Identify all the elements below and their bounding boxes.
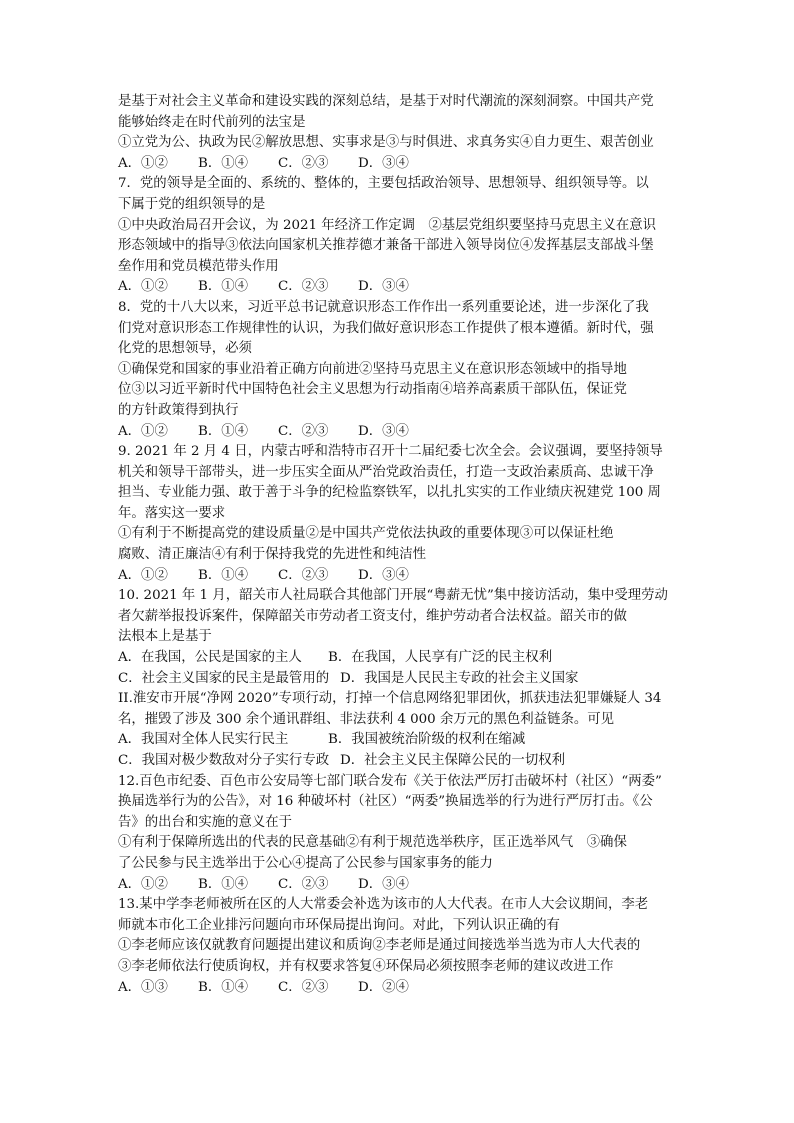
option-d: D．社会主义民主保障公民的一切权利 [340,753,565,768]
option-a: A．在我国，公民是国家的主人 [118,650,302,666]
question-10 [118,586,686,689]
question-statement-line: 的方针政策得到执行 [118,402,239,418]
option-d: D．③④ [358,567,409,583]
answer-options [118,978,686,999]
question-text-line: 8．党的十八大以来，习近平总书记就意识形态工作作出一系列重要论述，进一步深化了我 [118,299,649,315]
option-c: C．②③ [278,155,329,171]
question-text-line: 下属于党的组织领导的是 [118,196,266,212]
option-a: A．我国对全体人民实行民主 [118,732,289,748]
option-d: D．我国是人民民主专政的社会主义国家 [340,670,579,686]
question-statement-line: 形态领域中的指导③依法向国家机关推荐德才兼备干部进入领导岗位④发挥基层支部战斗堡 [118,238,654,254]
question-text-line: 法根本上是基于 [118,629,212,645]
question-text-line: 年。落实这一要求 [118,505,226,521]
question-statement-line: ③李老师依法行使质询权，并有权要求答复④环保局必须按照李老师的建议改进工作 [118,958,614,974]
question-statement-line: ①中央政治局召开会议，为 2021 年经济工作定调 ②基层党组织要坚持马克思主义在意识 [118,217,657,233]
question-statement-line: 位③以习近平新时代中国特色社会主义思想为行动指南④培养高素质干部队伍，保证党 [118,382,627,398]
question-8 [118,298,686,442]
option-d: D．③④ [358,155,409,171]
question-statement-line: ①有利于保障所选出的代表的民意基础②有利于规范选举秩序，匡正选举风气 ③确保 [118,835,627,851]
question-text-line: 机关和领导干部带头，进一步压实全面从严治党政治责任，打造一支政治素质高、忠诚干净 [118,464,654,480]
answer-options [118,422,686,443]
option-b: B．①④ [198,567,249,583]
option-a: A．①② [118,567,168,583]
option-b: B．在我国，人民享有广泛的民主权利 [328,650,553,666]
option-b: B．①④ [198,876,249,892]
question-13 [118,895,686,998]
option-a: A．①② [118,155,168,171]
question-text-line: 是基于对社会主义革命和建设实践的深刻总结，是基于对时代潮流的深刻洞察。中国共产党 [118,94,654,109]
option-b: B．①④ [198,423,249,439]
option-c: C．我国对极少数敌对分子实行专政 [118,753,330,768]
answer-options [118,566,686,587]
question-9 [118,442,686,586]
question-statement-line: 腐败、清正廉洁④有利于保持我党的先进性和纯洁性 [118,547,426,563]
question-text-line: 10. 2021 年 1 月，韶关市人社局联合其他部门开展“粤薪无忧”集中接访活动，集中受理劳动 [118,588,668,604]
question-text-line: 们党对意识形态工作规律性的认识，为我们做好意识形态工作提供了根本遵循。新时代，强 [118,320,654,336]
question-statement-line: ①李老师应该仅就教育问题提出建议和质询②李老师是通过间接选举当选为市人大代表的 [118,938,641,954]
question-text-line: 担当、专业能力强、敢于善于斗争的纪检监察铁军，以扎扎实实的工作业绩庆祝建党 100 周 [118,485,661,501]
answer-options [118,751,686,772]
question-text-line: 13.某中学李老师被所在区的人大常委会补选为该市的人大代表。在市人大会议期间，李老 [118,897,649,913]
question-text-line: 告》的出台和实施的意义在于 [118,814,293,830]
option-c: C．②③ [278,423,329,439]
option-c: C．②③ [278,876,329,892]
answer-options [118,154,686,175]
option-c: C．②③ [278,979,329,995]
question-statement-line: ①有利于不断提高党的建设质量②是中国共产党依法执政的重要体现③可以保证杜绝 [118,526,614,542]
option-d: D．③④ [358,876,409,892]
option-a: A．①② [118,876,168,892]
option-d: D．③④ [358,423,409,439]
option-c: C．②③ [278,567,329,583]
question-12 [118,772,686,896]
question-statement-line: ①立党为公、执政为民②解放思想、实事求是③与时俱进、求真务实④自力更生、艰苦创业 [118,135,654,151]
question-statement-line: 垒作用和党员模范带头作用 [118,258,279,274]
question-text-line: 12.百色市纪委、百色市公安局等七部门联合发布《关于依法严厉打击破坏村（社区）“两委” [118,773,662,789]
question-statement-line: ①确保党和国家的事业沿着正确方向前进②坚持马克思主义在意识形态领域中的指导地 [118,361,627,377]
answer-options [118,277,686,298]
option-c: C．②③ [278,279,329,295]
option-b: B．①④ [198,279,249,295]
option-b: B．我国被统治阶级的权利在缩减 [328,732,526,748]
question-7 [118,174,686,298]
answer-options [118,730,686,751]
exam-page [118,92,686,998]
question-statement-line: 了公民参与民主选举出于公心④提高了公民参与国家事务的能力 [118,855,493,871]
question-intro [118,92,686,174]
question-text-line: 7．党的领导是全面的、系统的、整体的，主要包括政治领导、思想领导、组织领导等。以 [118,176,649,192]
option-a: A．①② [118,423,168,439]
answer-options [118,648,686,669]
option-b: B．①④ [198,979,249,995]
question-text-line: 换届选举行为的公告》，对 16 种破坏村（社区）“两委”换届选举的行为进行严厉打击。《公 [118,794,653,810]
question-text-line: 者欠薪举报投诉案件，保障韶关市劳动者工资支付，维护劳动者合法权益。韶关市的做 [118,608,627,624]
option-d: D．③④ [358,279,409,295]
question-text-line: 师就本市化工企业排污问题向市环保局提出询问。对此，下列认识正确的有 [118,917,560,933]
option-d: D．②④ [358,979,409,995]
answer-options [118,669,686,690]
option-a: A．①② [118,279,168,295]
question-text-line: 化党的思想领导，必须 [118,341,252,357]
option-a: A．①③ [118,979,168,995]
question-text-line: 能够始终走在时代前列的法宝是 [118,114,306,130]
question-text-line: 9. 2021 年 2 月 4 日，内蒙古呼和浩特市召开十二届纪委七次全会。会议强调，要坚持领导 [118,444,663,460]
question-text-line: 名，摧毁了涉及 300 余个通讯群组、非法获利 4 000 余万元的黑色利益链条。可见 [118,711,615,727]
option-c: C．社会主义国家的民主是最管用的 [118,670,330,686]
question-11 [118,689,686,771]
option-b: B．①④ [198,155,249,171]
question-text-line: II.淮安市开展“净网 2020”专项行动，打掉一个信息网络犯罪团伙，抓获违法犯罪嫌疑人 34 [118,691,662,707]
answer-options [118,875,686,896]
